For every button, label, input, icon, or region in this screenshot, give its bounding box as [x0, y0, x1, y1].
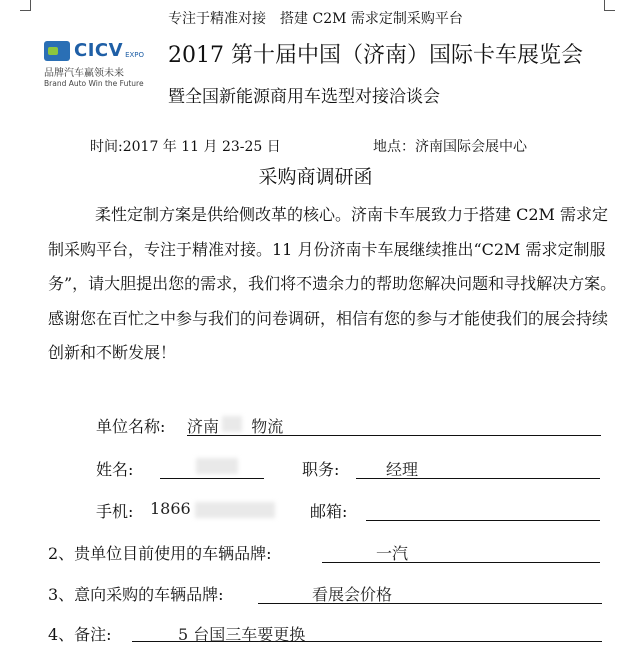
name-label: 姓名: — [96, 460, 134, 479]
email-label: 邮箱: — [310, 502, 348, 521]
redaction-mark — [195, 502, 275, 518]
company-value-suffix: 物流 — [251, 417, 284, 436]
logo-mark — [44, 40, 154, 61]
company-value: 济南 — [187, 417, 220, 436]
q4-value: 5 台国三车要更换 — [178, 625, 306, 644]
redaction-mark — [196, 458, 238, 474]
company-label: 单位名称: — [96, 417, 166, 436]
exhibition-title: 2017 第十届中国（济南）国际卡车展览会 — [168, 43, 583, 68]
cicv-logo — [44, 40, 154, 88]
redaction-mark — [222, 416, 242, 432]
logo-expo: EXPO — [125, 50, 145, 59]
email-field[interactable] — [366, 499, 600, 521]
q2-field[interactable] — [322, 541, 600, 563]
q3-field[interactable] — [258, 582, 602, 604]
logo-slogan-en: Brand Auto Win the Future — [44, 79, 144, 88]
position-field[interactable] — [356, 457, 600, 479]
truck-icon — [44, 41, 70, 61]
letter-paragraph-text: 柔性定制方案是供给侧改革的核心。济南卡车展致力于搭建 C2M 需求定制采购平台，专注于精准对接。11 月份济南卡车展继续推出“C2M 需求定制服务”，请大胆提出您的需求，我们将不遗余力的帮助您解决问题和寻找解决方案。感谢您在百忙之中参与我们的问卷调研，相信有您的参与才能使我们的展会持续创新和不断发展！ — [48, 205, 617, 362]
q4-label: 4、备注: — [48, 625, 112, 644]
q2-value: 一汽 — [376, 544, 409, 563]
position-label: 职务: — [302, 460, 340, 479]
logo-slogan-cn: 品牌汽车赢领未来 — [44, 68, 124, 79]
letter-heading: 采购商调研函 — [258, 166, 373, 188]
tagline: 专注于精准对接 搭建 C2M 需求定制采购平台 — [168, 11, 463, 27]
event-place: 地点：济南国际会展中心 — [373, 139, 527, 155]
q3-label: 3、意向采购的车辆品牌: — [48, 585, 224, 604]
phone-value: 1866 — [150, 499, 191, 518]
position-value: 经理 — [386, 460, 419, 479]
company-field[interactable] — [187, 414, 601, 436]
q4-field[interactable] — [132, 622, 602, 642]
exhibition-subtitle: 暨全国新能源商用车选型对接洽谈会 — [168, 87, 440, 107]
phone-label: 手机: — [96, 502, 134, 521]
letter-paragraph — [48, 198, 618, 371]
q2-label: 2、贵单位目前使用的车辆品牌: — [48, 544, 272, 563]
logo-wordmark: CICV — [74, 40, 124, 61]
q3-value: 看展会价格 — [312, 585, 393, 604]
event-time: 时间:2017 年 11 月 23-25 日 — [90, 139, 281, 155]
